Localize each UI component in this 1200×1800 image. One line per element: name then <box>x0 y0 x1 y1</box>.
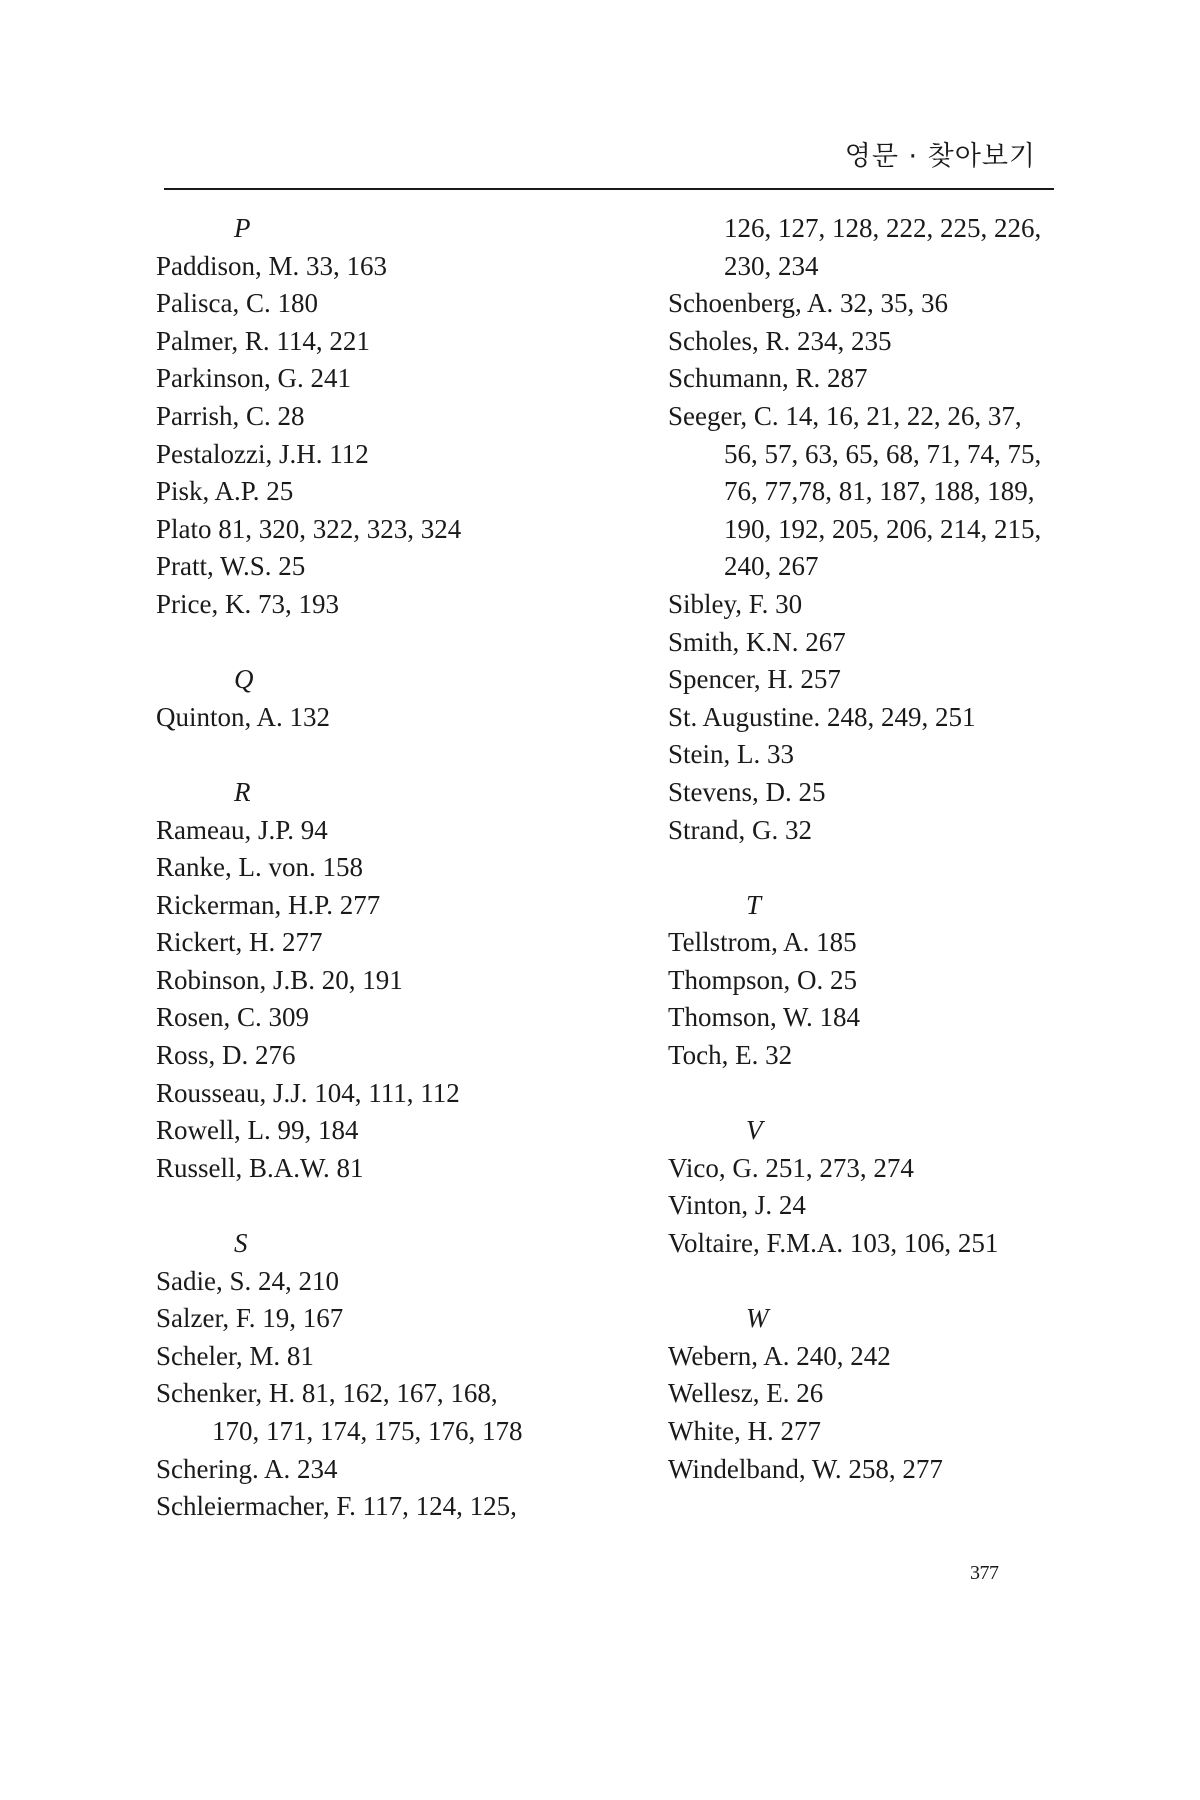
section-gap <box>668 1263 1068 1301</box>
index-entry: Pestalozzi, J.H. 112 <box>156 438 369 469</box>
index-entry: Russell, B.A.W. 81 <box>156 1152 364 1183</box>
index-entry: Tellstrom, A. 185 <box>668 927 857 958</box>
index-entry-continuation: 76, 77,78, 81, 187, 188, 189, <box>724 476 1035 507</box>
index-entry: White, H. 277 <box>668 1416 821 1446</box>
index-entry: Smith, K.N. 267 <box>668 626 846 657</box>
index-entry-continuation: 126, 127, 128, 222, 225, 226, <box>724 213 1042 243</box>
index-entry: Toch, E. 32 <box>668 1040 793 1071</box>
index-entry: Schenker, H. 81, 162, 167, 168, <box>156 1378 498 1409</box>
index-entry: Ross, D. 276 <box>156 1040 296 1071</box>
index-entry: Quinton, A. 132 <box>156 701 331 732</box>
index-entry: Schering. A. 234 <box>156 1453 338 1484</box>
index-entry: Sibley, F. 30 <box>668 588 803 619</box>
section-letter-v: V <box>746 1115 763 1146</box>
index-entry: Rickerman, H.P. 277 <box>156 889 381 920</box>
section-gap <box>156 624 576 662</box>
index-entry: Robinson, J.B. 20, 191 <box>156 964 403 995</box>
index-entry: Parrish, C. 28 <box>156 400 305 431</box>
section-letter-w: W <box>746 1303 769 1334</box>
section-gap <box>156 736 576 774</box>
index-entry: Thompson, O. 25 <box>668 964 857 995</box>
index-column-right <box>668 210 1068 1488</box>
index-entry: Plato 81, 320, 322, 323, 324 <box>156 513 462 544</box>
index-entry: Stein, L. 33 <box>668 739 794 770</box>
index-entry-continuation: 170, 171, 174, 175, 176, 178 <box>212 1416 523 1446</box>
index-entry: Pisk, A.P. 25 <box>156 476 294 507</box>
index-entry: Rowell, L. 99, 184 <box>156 1115 359 1146</box>
index-entry-continuation: 240, 267 <box>724 551 819 582</box>
index-entry: Rameau, J.P. 94 <box>156 814 328 845</box>
index-entry: Stevens, D. 25 <box>668 776 826 807</box>
index-entry: Rousseau, J.J. 104, 111, 112 <box>156 1077 460 1108</box>
index-entry-continuation: 190, 192, 205, 206, 214, 215, <box>724 513 1042 544</box>
section-letter-r: R <box>234 776 251 807</box>
index-entry: Windelband, W. 258, 277 <box>668 1453 943 1484</box>
index-entry-continuation: 230, 234 <box>724 250 819 281</box>
index-entry: Ranke, L. von. 158 <box>156 852 363 883</box>
index-entry: Parkinson, G. 241 <box>156 363 351 394</box>
index-entry: Seeger, C. 14, 16, 21, 22, 26, 37, <box>668 400 1022 431</box>
index-entry: Spencer, H. 257 <box>668 664 841 695</box>
index-entry: Wellesz, E. 26 <box>668 1378 824 1409</box>
index-entry-continuation: 56, 57, 63, 65, 68, 71, 74, 75, <box>724 438 1042 469</box>
index-entry: Paddison, M. 33, 163 <box>156 250 388 281</box>
index-entry: Palisca, C. 180 <box>156 288 318 319</box>
index-entry: Palmer, R. 114, 221 <box>156 325 370 356</box>
section-letter-q: Q <box>234 664 254 695</box>
index-entry: Schumann, R. 287 <box>668 363 868 394</box>
section-gap <box>668 1075 1068 1113</box>
index-entry: Thomson, W. 184 <box>668 1002 861 1033</box>
index-entry: St. Augustine. 248, 249, 251 <box>668 701 976 732</box>
index-entry: Rickert, H. 277 <box>156 927 323 958</box>
section-letter-t: T <box>746 889 762 920</box>
page-number: 377 <box>970 1562 999 1584</box>
index-entry: Webern, A. 240, 242 <box>668 1340 891 1371</box>
header-rule <box>164 188 1054 190</box>
section-letter-p: P <box>234 213 251 243</box>
index-column-left <box>156 210 576 1526</box>
index-entry: Vico, G. 251, 273, 274 <box>668 1152 914 1183</box>
section-letter-s: S <box>234 1228 248 1259</box>
index-entry: Scheler, M. 81 <box>156 1340 314 1371</box>
index-entry: Vinton, J. 24 <box>668 1190 806 1221</box>
index-entry: Schoenberg, A. 32, 35, 36 <box>668 288 948 319</box>
section-gap <box>668 849 1068 887</box>
index-entry: Pratt, W.S. 25 <box>156 551 306 582</box>
running-title: 영문 · 찾아보기 <box>844 141 1036 172</box>
section-gap <box>156 1187 576 1225</box>
index-entry: Sadie, S. 24, 210 <box>156 1265 340 1296</box>
index-entry: Strand, G. 32 <box>668 814 812 845</box>
index-entry: Price, K. 73, 193 <box>156 588 339 619</box>
index-entry: Voltaire, F.M.A. 103, 106, 251 <box>668 1228 999 1259</box>
index-entry: Scholes, R. 234, 235 <box>668 325 892 356</box>
index-entry: Salzer, F. 19, 167 <box>156 1303 344 1334</box>
index-entry: Schleiermacher, F. 117, 124, 125, <box>156 1491 517 1522</box>
index-entry: Rosen, C. 309 <box>156 1002 310 1033</box>
